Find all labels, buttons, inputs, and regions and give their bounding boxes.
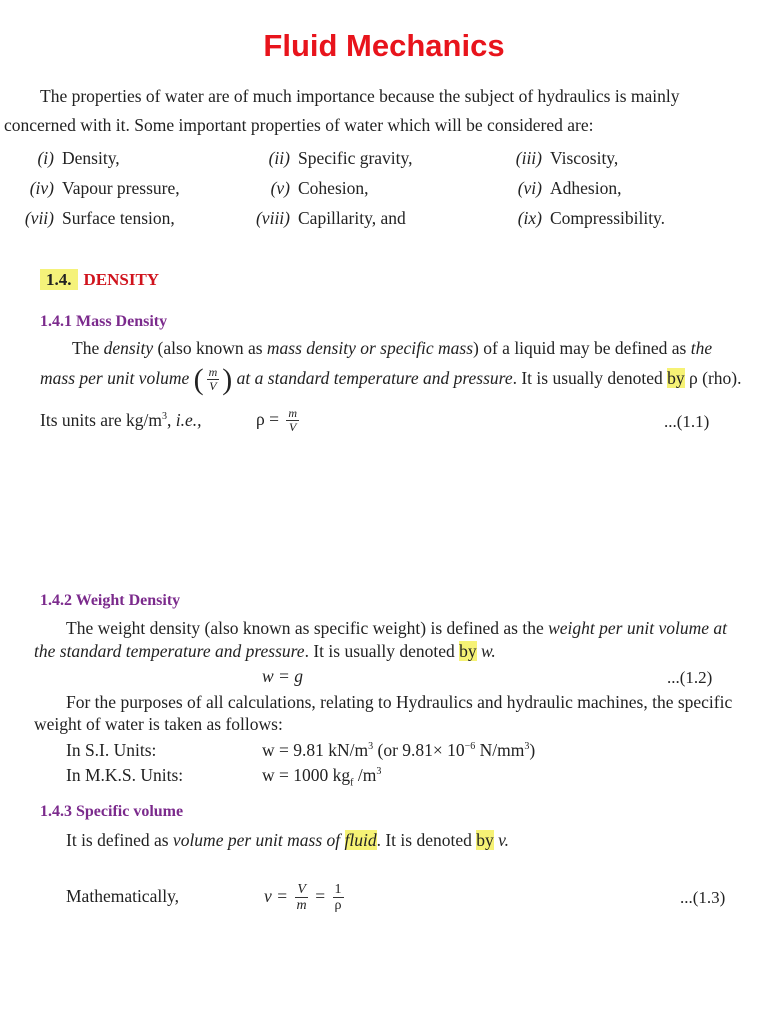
property-num: (iv) [29, 178, 54, 198]
fraction-m-over-v: $\frac{m}{V}$ [208, 365, 218, 394]
mks-units-value: w = 1000 $kg_f$ $/m^3$ [262, 765, 382, 789]
equation-number-1-2: ...(1.2) [667, 668, 713, 687]
mass-density-line-2: mass per unit volume ( $\frac{m}{V}$ ) at a standard temperature and pressure. It is usually denoted by ρ (rho). [40, 362, 742, 396]
subheading-weight-density: 1.4.2 Weight Density [40, 592, 181, 609]
property-name: Density, [62, 148, 120, 168]
si-units-value: w = 9.81 $kN/m^3$ (or $9.81\times 10^{-6}$ $N/mm^3$) [262, 740, 536, 760]
property-item [248, 178, 369, 199]
property-name: Vapour pressure, [62, 178, 180, 198]
highlight-by: by [459, 641, 477, 661]
property-name: Cohesion, [298, 178, 369, 198]
property-item [500, 148, 618, 169]
fraction-v-over-m: $\frac{V}{m}$ [296, 882, 307, 914]
property-num: (i) [37, 148, 54, 168]
property-item [248, 148, 413, 169]
property-item [12, 208, 175, 229]
highlight-fluid: fluid [344, 830, 377, 850]
weight-density-para-1: For the purposes of all calculations, relating to Hydraulics and hydraulic machines, the specific [66, 692, 733, 712]
property-item [500, 208, 665, 229]
property-num: (iii) [515, 148, 542, 168]
equation-number-1-3: ...(1.3) [680, 888, 726, 907]
weight-density-line-1: The weight density (also known as specific weight) is defined as the weight per unit volume at [66, 618, 727, 638]
weight-density-line-2: the standard temperature and pressure. It is usually denoted by w. [34, 641, 496, 661]
property-item [500, 178, 621, 199]
property-num: (vii) [24, 208, 54, 228]
paren-left: ( [193, 362, 204, 396]
property-name: Viscosity, [550, 148, 619, 168]
property-item [12, 178, 180, 199]
property-name: Capillarity, and [298, 208, 406, 228]
equation-1-1: ρ = $\frac{m}{V}$ [256, 406, 298, 435]
mathematically-label: Mathematically, [66, 886, 180, 906]
paren-right: ) [222, 362, 233, 396]
section-heading-density [40, 266, 165, 294]
si-units-label: In S.I. Units: [66, 740, 157, 760]
property-name: Specific gravity, [298, 148, 413, 168]
property-item [248, 208, 406, 229]
weight-density-para-2: weight of water is taken as follows: [34, 714, 283, 734]
subheading-specific-volume: 1.4.3 Specific volume [40, 803, 184, 820]
property-item [12, 148, 120, 169]
specific-volume-line-1: It is defined as volume per unit mass of fluid. It is denoted by v. [66, 830, 509, 850]
intro-line-2: concerned with it. Some important properties of water which will be considered are: [4, 115, 594, 135]
property-name: Compressibility. [550, 208, 666, 228]
mass-density-units: Its units are $kg/m^3$, i.e., [40, 410, 202, 430]
property-num: (ix) [517, 208, 542, 228]
subheading-mass-density: 1.4.1 Mass Density [40, 313, 168, 330]
section-number: 1.4. [40, 269, 78, 290]
highlight-by: by [667, 368, 685, 388]
property-num: (vi) [517, 178, 542, 198]
fraction-m-over-v: $\frac{m}{V}$ [288, 406, 298, 435]
equation-number-1-1: ...(1.1) [664, 412, 710, 431]
property-name: Adhesion, [550, 178, 622, 198]
property-name: Surface tension, [62, 208, 175, 228]
mass-density-line-1: The density (also known as mass density or specific mass) of a liquid may be defined as the [72, 338, 713, 358]
property-num: (viii) [255, 208, 290, 228]
fraction-1-over-rho: $\frac{1}{\rho}$ [334, 882, 342, 914]
mks-units-label: In M.K.S. Units: [66, 765, 184, 785]
page-title: Fluid Mechanics [263, 28, 505, 63]
property-num: (ii) [268, 148, 290, 168]
highlight-by: by [476, 830, 494, 850]
intro-line-1: The properties of water are of much importance because the subject of hydraulics is mainly [40, 86, 680, 106]
equation-1-3: v = $\frac{V}{m}$ = $\frac{1}{\rho}$ [264, 882, 342, 914]
section-title: DENSITY [83, 270, 160, 289]
property-num: (v) [270, 178, 290, 198]
equation-1-2: w = g [262, 666, 303, 686]
